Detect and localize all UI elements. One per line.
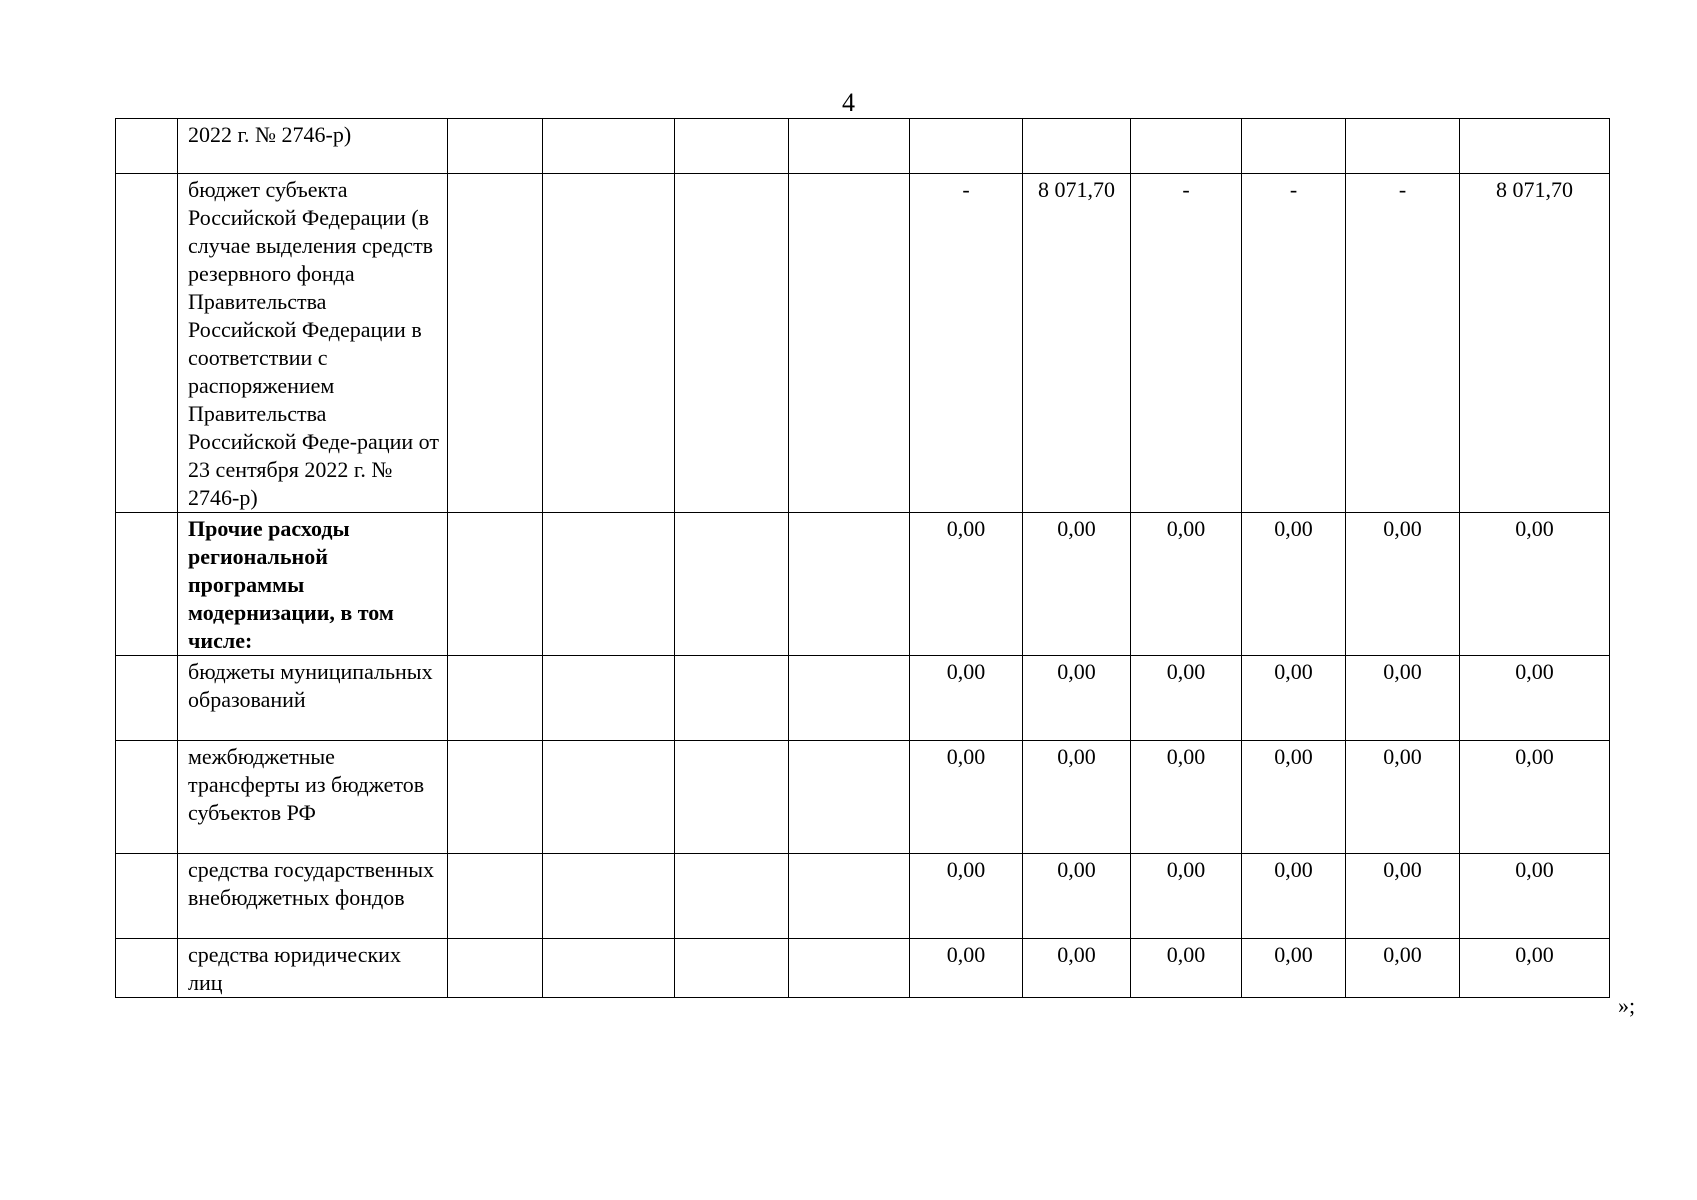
value-cell: 0,00 bbox=[1346, 854, 1460, 939]
row-name-cell: Прочие расходы региональной программы модернизации, в том числе: bbox=[178, 513, 448, 656]
empty-cell bbox=[675, 119, 789, 174]
empty-cell bbox=[789, 939, 910, 998]
table-row bbox=[116, 656, 1610, 741]
empty-cell bbox=[448, 119, 543, 174]
value-cell: 0,00 bbox=[1460, 854, 1610, 939]
empty-cell bbox=[448, 939, 543, 998]
empty-cell bbox=[675, 174, 789, 513]
empty-cell bbox=[789, 174, 910, 513]
empty-cell bbox=[543, 854, 675, 939]
value-cell: 0,00 bbox=[1460, 939, 1610, 998]
value-cell: 0,00 bbox=[1242, 741, 1346, 854]
empty-cell bbox=[789, 741, 910, 854]
empty-cell bbox=[543, 174, 675, 513]
value-cell: - bbox=[1346, 174, 1460, 513]
row-number-cell bbox=[116, 939, 178, 998]
value-cell: 0,00 bbox=[1023, 854, 1131, 939]
table-row bbox=[116, 741, 1610, 854]
row-number-cell bbox=[116, 513, 178, 656]
empty-cell bbox=[675, 854, 789, 939]
empty-cell bbox=[675, 741, 789, 854]
value-cell bbox=[1242, 119, 1346, 174]
budget-table bbox=[115, 118, 1610, 998]
table-row bbox=[116, 513, 1610, 656]
row-number-cell bbox=[116, 119, 178, 174]
row-name-cell: бюджет субъекта Российской Федерации (в случае выделения средств резервного фонда Правительства Российской Федерации в соответствии с распоряжением Правительства Российской Феде-рации от 23 сентября 2022 г. № 2746-р) bbox=[178, 174, 448, 513]
value-cell: 8 071,70 bbox=[1023, 174, 1131, 513]
value-cell: 0,00 bbox=[1131, 939, 1242, 998]
value-cell: 0,00 bbox=[910, 656, 1023, 741]
row-number-cell bbox=[116, 741, 178, 854]
empty-cell bbox=[543, 939, 675, 998]
value-cell: 0,00 bbox=[910, 939, 1023, 998]
row-number-cell bbox=[116, 656, 178, 741]
row-number-cell bbox=[116, 174, 178, 513]
empty-cell bbox=[789, 656, 910, 741]
value-cell: - bbox=[910, 174, 1023, 513]
value-cell: - bbox=[1242, 174, 1346, 513]
empty-cell bbox=[448, 513, 543, 656]
value-cell bbox=[1346, 119, 1460, 174]
row-name-cell: межбюджетные трансферты из бюджетов субъектов РФ bbox=[178, 741, 448, 854]
value-cell: 0,00 bbox=[1023, 939, 1131, 998]
value-cell: 0,00 bbox=[1131, 656, 1242, 741]
value-cell: 0,00 bbox=[1023, 513, 1131, 656]
value-cell bbox=[1460, 119, 1610, 174]
value-cell: 0,00 bbox=[1242, 939, 1346, 998]
value-cell: 0,00 bbox=[1131, 513, 1242, 656]
row-name-cell: бюджеты муниципальных образований bbox=[178, 656, 448, 741]
value-cell: 0,00 bbox=[910, 513, 1023, 656]
empty-cell bbox=[448, 656, 543, 741]
empty-cell bbox=[789, 119, 910, 174]
value-cell: 0,00 bbox=[1023, 656, 1131, 741]
value-cell: 0,00 bbox=[910, 854, 1023, 939]
row-number-cell bbox=[116, 854, 178, 939]
empty-cell bbox=[543, 513, 675, 656]
value-cell: 0,00 bbox=[1023, 741, 1131, 854]
value-cell: 0,00 bbox=[1346, 513, 1460, 656]
table-row bbox=[116, 119, 1610, 174]
value-cell: 0,00 bbox=[910, 741, 1023, 854]
value-cell bbox=[910, 119, 1023, 174]
row-name-cell: 2022 г. № 2746-р) bbox=[178, 119, 448, 174]
empty-cell bbox=[789, 854, 910, 939]
value-cell: 0,00 bbox=[1131, 854, 1242, 939]
table-row bbox=[116, 939, 1610, 998]
value-cell: 8 071,70 bbox=[1460, 174, 1610, 513]
empty-cell bbox=[448, 854, 543, 939]
closing-quote-mark: »; bbox=[1618, 993, 1636, 1018]
value-cell bbox=[1023, 119, 1131, 174]
value-cell: 0,00 bbox=[1346, 741, 1460, 854]
empty-cell bbox=[675, 513, 789, 656]
value-cell: 0,00 bbox=[1460, 741, 1610, 854]
empty-cell bbox=[448, 174, 543, 513]
row-name-cell: средства государственных внебюджетных фондов bbox=[178, 854, 448, 939]
value-cell: 0,00 bbox=[1242, 656, 1346, 741]
empty-cell bbox=[448, 741, 543, 854]
value-cell: 0,00 bbox=[1346, 939, 1460, 998]
table-row bbox=[116, 854, 1610, 939]
empty-cell bbox=[543, 119, 675, 174]
value-cell: 0,00 bbox=[1242, 854, 1346, 939]
empty-cell bbox=[543, 656, 675, 741]
value-cell: 0,00 bbox=[1131, 741, 1242, 854]
value-cell: 0,00 bbox=[1346, 656, 1460, 741]
table-row bbox=[116, 174, 1610, 513]
empty-cell bbox=[675, 939, 789, 998]
row-name-cell: средства юридических лиц bbox=[178, 939, 448, 998]
value-cell: - bbox=[1131, 174, 1242, 513]
value-cell: 0,00 bbox=[1242, 513, 1346, 656]
empty-cell bbox=[543, 741, 675, 854]
value-cell: 0,00 bbox=[1460, 656, 1610, 741]
empty-cell bbox=[675, 656, 789, 741]
page-number: 4 bbox=[842, 88, 855, 117]
empty-cell bbox=[789, 513, 910, 656]
value-cell: 0,00 bbox=[1460, 513, 1610, 656]
value-cell bbox=[1131, 119, 1242, 174]
